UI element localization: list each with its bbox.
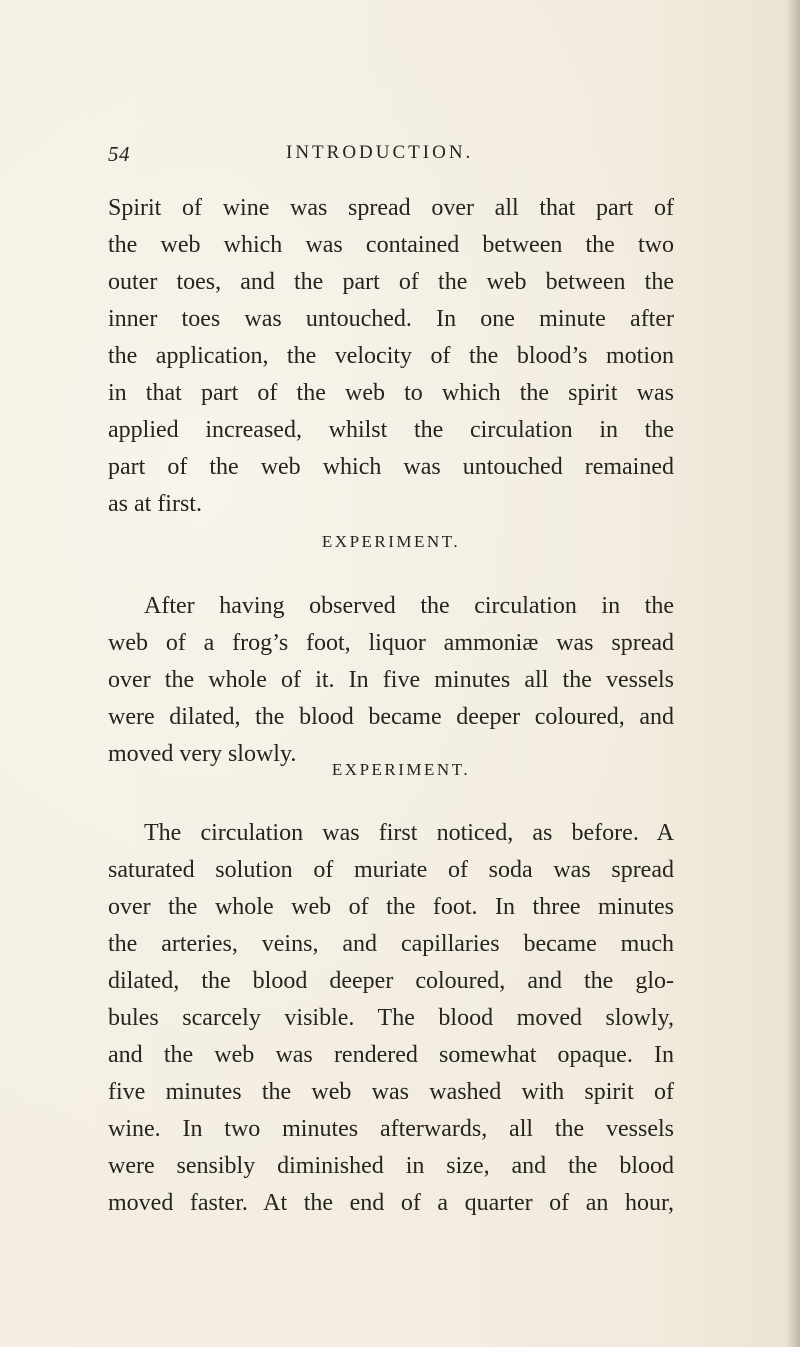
text-line: outer toes, and the part of the web between the [108, 269, 674, 295]
text-line: saturated solution of muriate of soda was spread [108, 857, 674, 883]
text-line: over the whole of it. In five minutes all the vessels [108, 667, 674, 693]
section-heading-experiment: EXPERIMENT. [321, 532, 461, 551]
text-line: applied increased, whilst the circulation in the [108, 417, 674, 443]
paragraph-liquor-ammoniae [108, 588, 674, 773]
section-heading-experiment: EXPERIMENT. [331, 760, 471, 779]
text-line: web of a frog’s foot, liquor ammoniæ was spread [108, 630, 674, 656]
text-line: bules scarcely visible. The blood moved slowly, [108, 1005, 674, 1031]
text-line: the application, the velocity of the blood’s motion [108, 343, 674, 369]
text-line: over the whole web of the foot. In three minutes [108, 894, 674, 920]
text-line: moved very slowly. [108, 741, 297, 767]
page-number: 54 [108, 142, 130, 166]
text-line: inner toes was untouched. In one minute after [108, 306, 674, 332]
text-line: five minutes the web was washed with spirit of [108, 1079, 674, 1105]
page-edge-shadow [786, 0, 800, 1347]
paragraph-muriate-of-soda [108, 815, 674, 1222]
text-line: the arteries, veins, and capillaries became much [108, 931, 674, 957]
text-line: were dilated, the blood became deeper coloured, and [108, 704, 674, 730]
text-line: moved faster. At the end of a quarter of an hour, [108, 1190, 674, 1216]
text-line: dilated, the blood deeper coloured, and the glo- [108, 968, 674, 994]
running-head [108, 142, 668, 172]
text-line: were sensibly diminished in size, and the blood [108, 1153, 674, 1179]
text-line: part of the web which was untouched remained [108, 454, 674, 480]
paragraph-spirit-of-wine [108, 190, 674, 523]
text-line: The circulation was first noticed, as before. A [144, 820, 674, 846]
text-line: After having observed the circulation in the [144, 593, 674, 619]
running-head-title: INTRODUCTION. [286, 142, 474, 163]
text-line: wine. In two minutes afterwards, all the vessels [108, 1116, 674, 1142]
text-line: as at first. [108, 491, 202, 517]
text-line: Spirit of wine was spread over all that part of [108, 195, 674, 221]
text-line: the web which was contained between the two [108, 232, 674, 258]
text-line: and the web was rendered somewhat opaque. In [108, 1042, 674, 1068]
text-line: in that part of the web to which the spirit was [108, 380, 674, 406]
